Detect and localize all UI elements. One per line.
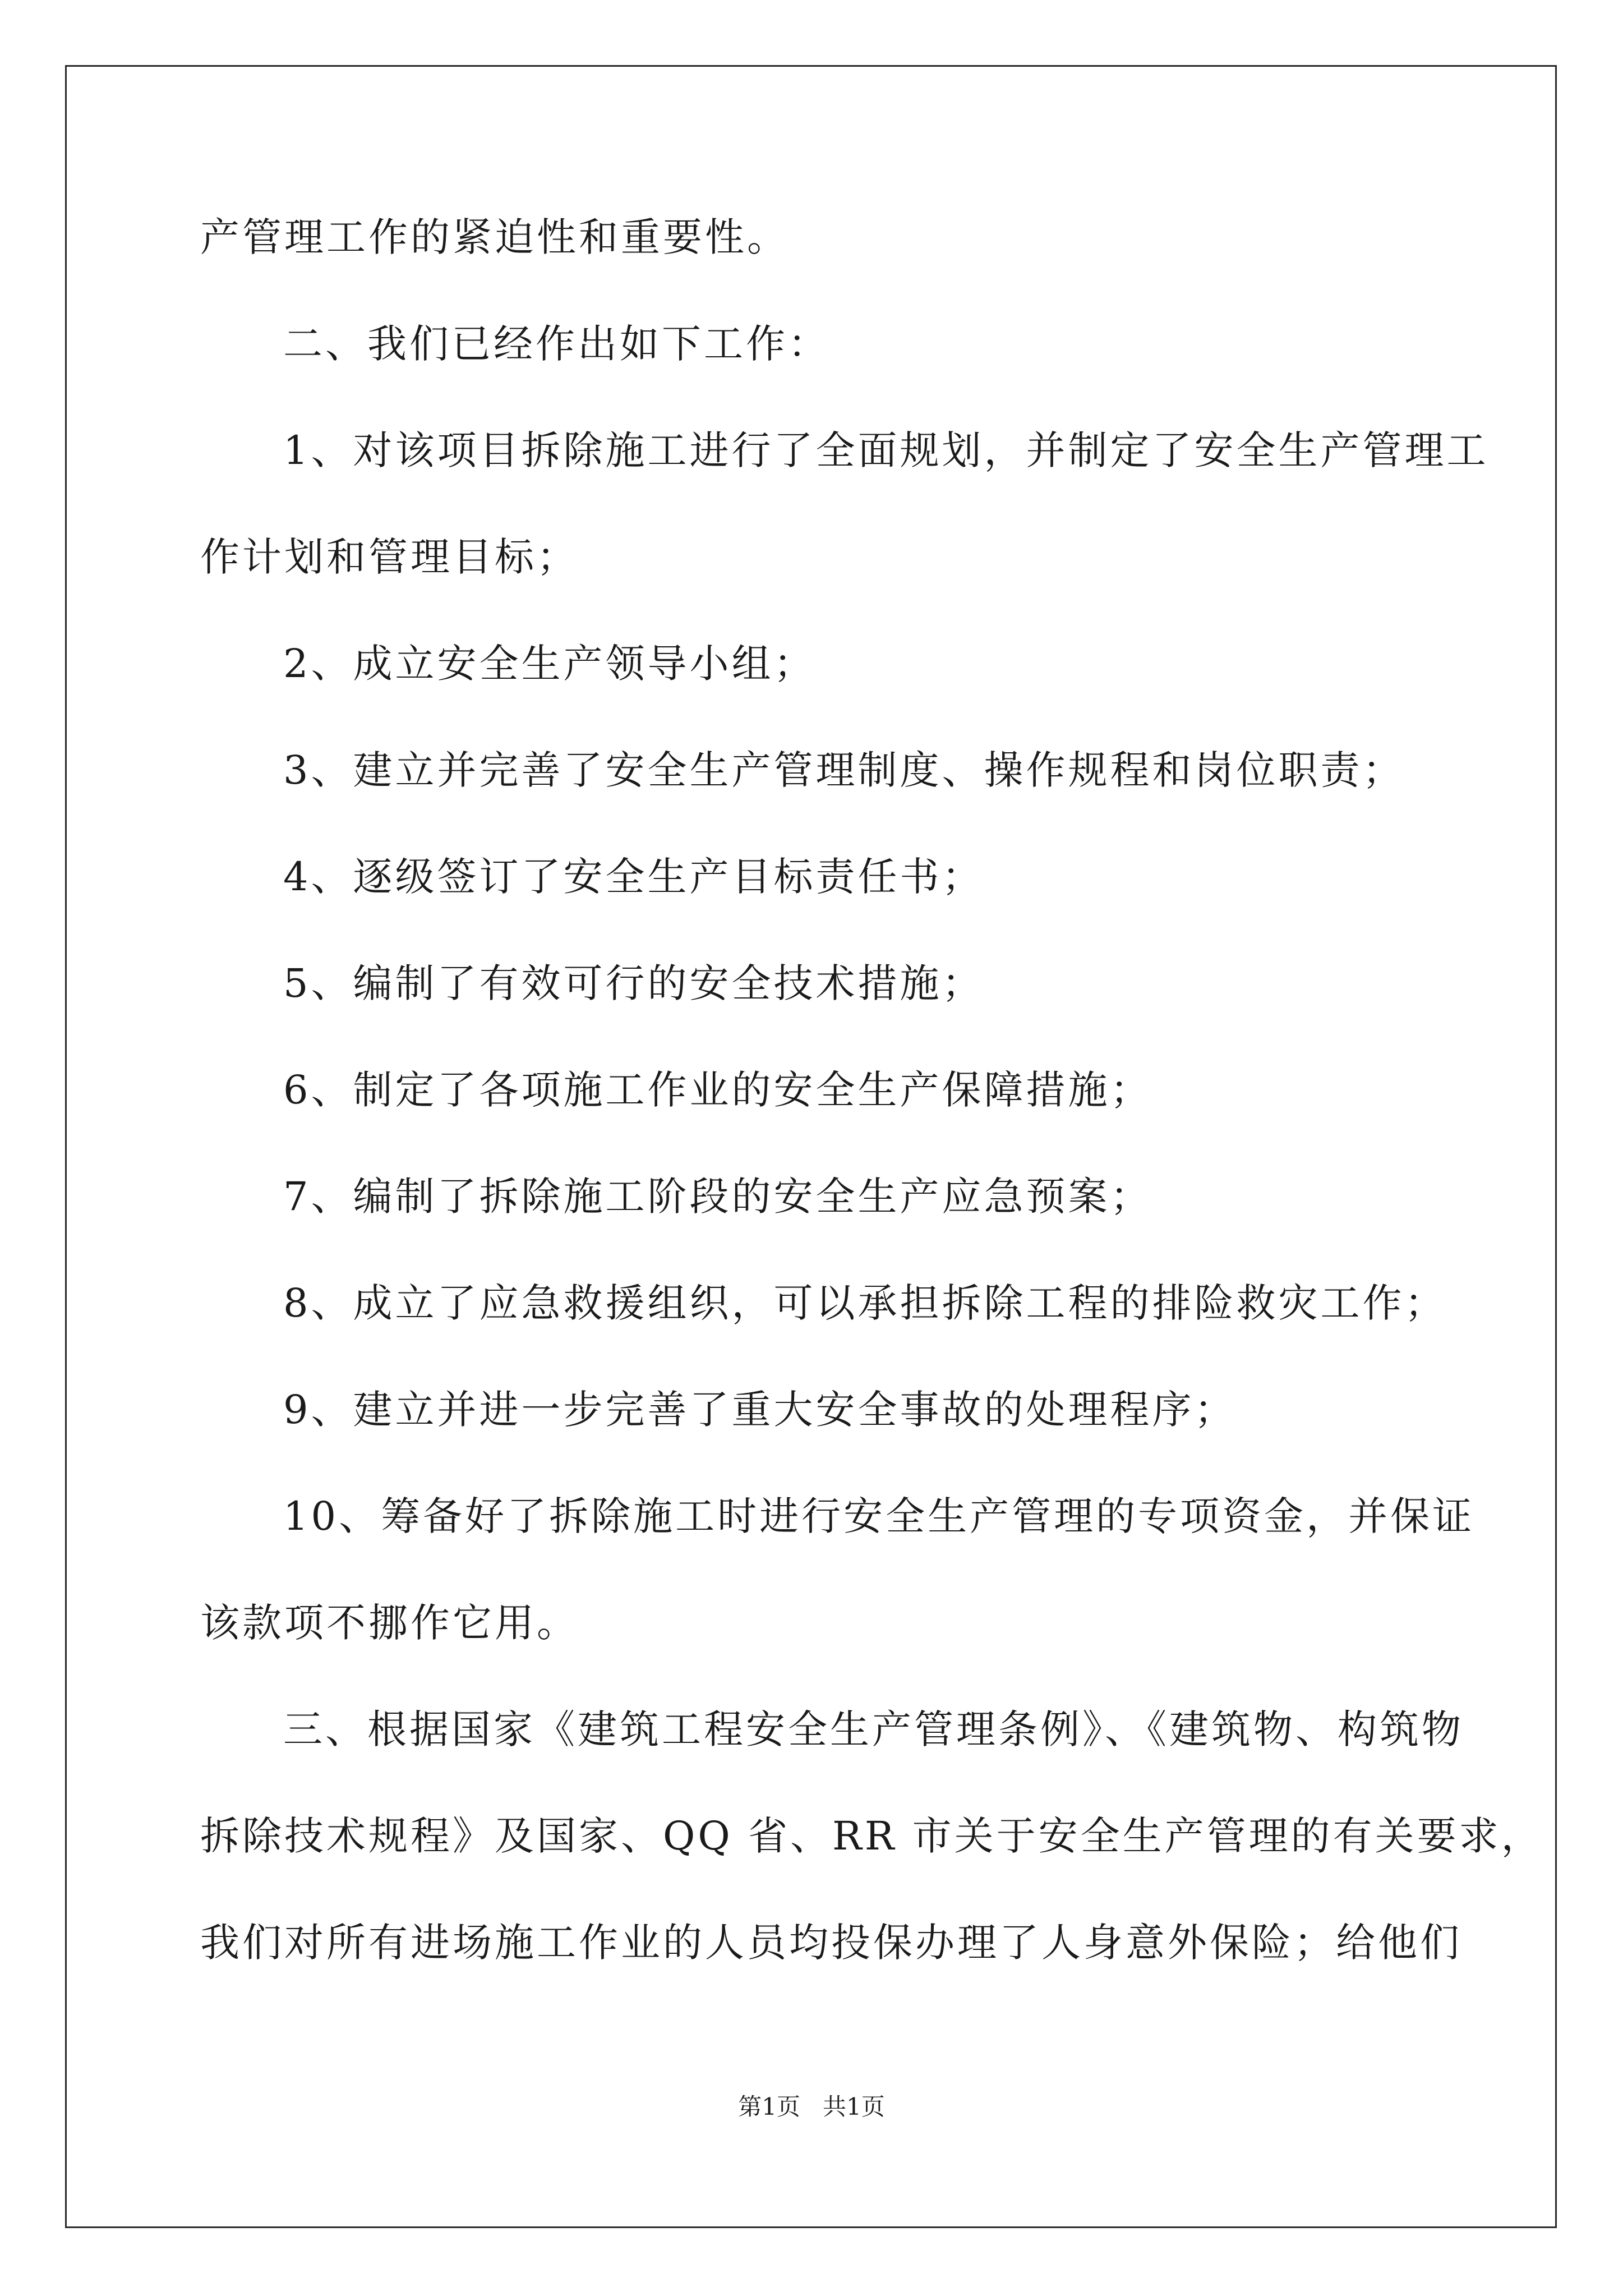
text-line: 9、建立并进一步完善了重大安全事故的处理程序； xyxy=(283,1387,1237,1433)
text-line: 7、编制了拆除施工阶段的安全生产应急预案； xyxy=(283,1174,1152,1220)
text-line: 三、根据国家《建筑工程安全生产管理条例》、《建筑物、构筑物 xyxy=(283,1706,1464,1752)
text-line: 3、建立并完善了安全生产管理制度、操作规程和岗位职责； xyxy=(283,747,1405,793)
page-border xyxy=(65,65,1557,2228)
text-line: 作计划和管理目标； xyxy=(200,534,579,580)
text-line: 8、成立了应急救援组织，可以承担拆除工程的排险救灾工作； xyxy=(283,1280,1447,1326)
text-line: 4、逐级签订了安全生产目标责任书； xyxy=(283,854,984,900)
text-line: 产管理工作的紧迫性和重要性。 xyxy=(200,214,789,260)
page-number-footer: 第1页 共1页 xyxy=(738,2093,885,2120)
text-line: 5、编制了有效可行的安全技术措施； xyxy=(283,960,984,1006)
text-line: 6、制定了各项施工作业的安全生产保障措施； xyxy=(283,1067,1152,1113)
text-line: 拆除技术规程》及国家、QQ 省、RR 市关于安全生产管理的有关要求， xyxy=(200,1813,1543,1859)
text-line: 我们对所有进场施工作业的人员均投保办理了人身意外保险；给他们 xyxy=(200,1920,1462,1966)
text-line: 该款项不挪作它用。 xyxy=(200,1600,579,1646)
text-line: 10、筹备好了拆除施工时进行安全生产管理的专项资金，并保证 xyxy=(283,1493,1475,1539)
text-line: 1、对该项目拆除施工进行了全面规划，并制定了安全生产管理工 xyxy=(283,427,1489,473)
text-line: 2、成立安全生产领导小组； xyxy=(283,641,816,687)
text-line: 二、我们已经作出如下工作： xyxy=(283,321,830,367)
